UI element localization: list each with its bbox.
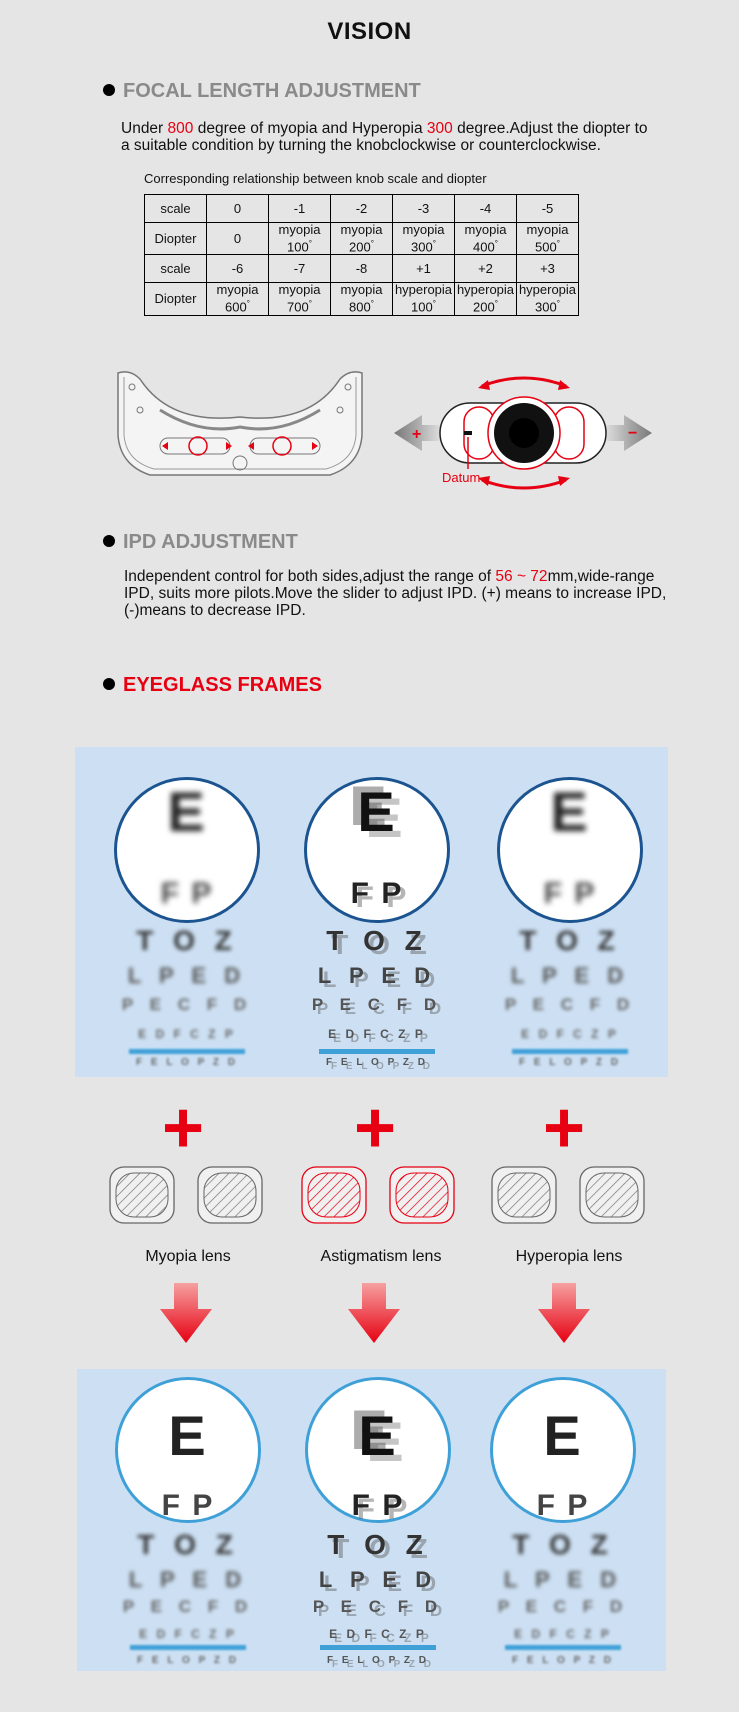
eye-chart-row: T O Z — [137, 1529, 239, 1560]
table-cell: myopia 100° — [269, 223, 331, 255]
corrected-vision-panel — [77, 1369, 666, 1671]
eye-chart-row: L P E D — [128, 1567, 248, 1592]
eye-chart-row: P E C F D — [497, 1597, 629, 1616]
eye-chart-row: F E L O P Z D — [327, 1655, 429, 1666]
myopia-lens-pair — [110, 1167, 262, 1223]
eye-chart-row: P E C F D — [311, 995, 443, 1014]
table-cell: myopia 400° — [455, 223, 517, 255]
eye-chart-row: P E C F D — [504, 995, 636, 1014]
eye-chart-row: E — [358, 1404, 398, 1467]
chart-underline — [129, 1049, 245, 1054]
eye-chart-row: F P — [160, 877, 214, 910]
focal-heading-text: FOCAL LENGTH ADJUSTMENT — [123, 80, 421, 102]
table-cell: -5 — [517, 195, 579, 223]
table-caption: Corresponding relationship between knob scale and diopter — [144, 171, 487, 186]
arrow-down-icon — [160, 1283, 212, 1343]
eyeglass-heading-text: EYEGLASS FRAMES — [123, 674, 322, 696]
table-cell: -4 — [455, 195, 517, 223]
eye-chart-row: E D F C Z P — [139, 1627, 237, 1641]
table-row — [145, 283, 579, 315]
eye-chart-row: E — [543, 1404, 583, 1467]
table-cell: myopia 600° — [207, 283, 269, 315]
table-cell: +1 — [393, 255, 455, 283]
eye-chart-row: T O Z — [512, 1529, 614, 1560]
plus-icon: + — [354, 1088, 397, 1168]
table-cell: myopia 800° — [331, 283, 393, 315]
plus-icon: + — [543, 1088, 586, 1168]
ipd-heading — [103, 531, 298, 554]
table-row-header: Diopter — [145, 283, 207, 315]
eye-chart-row: L P E D — [318, 1567, 438, 1592]
eyeglass-heading — [103, 674, 322, 697]
table-cell: hyperopia 100° — [393, 283, 455, 315]
focal-heading — [103, 80, 421, 103]
arrow-down-icon — [348, 1283, 400, 1343]
table-cell: myopia 500° — [517, 223, 579, 255]
hyperopia-lens-pair — [492, 1167, 644, 1223]
chart-underline — [512, 1049, 628, 1054]
focal-myopia-value: 800 — [167, 120, 194, 137]
plus-icon: + — [162, 1088, 205, 1168]
eye-chart-row: F P — [536, 1489, 590, 1522]
ipd-description — [124, 568, 724, 619]
eye-chart-row: E D F C Z P — [521, 1027, 619, 1041]
focal-text-line2: a suitable condition by turning the knobclockwise or counterclockwise. — [121, 137, 601, 154]
down-arrows — [160, 1283, 590, 1345]
ipd-heading-text: IPD ADJUSTMENT — [123, 531, 298, 553]
bullet-icon — [103, 84, 115, 96]
eye-chart-row: L P E D — [317, 963, 437, 988]
focal-text-3: degree.Adjust the diopter to — [452, 120, 648, 137]
table-cell: +3 — [517, 255, 579, 283]
table-row — [145, 195, 579, 223]
lens-illustrations — [108, 1165, 648, 1229]
chart-underline — [320, 1645, 436, 1650]
ipd-text-line2: IPD, suits more pilots.Move the slider to adjust IPD. (+) means to increase IPD, — [124, 585, 667, 602]
chart-underline — [505, 1645, 621, 1650]
chart-underline — [319, 1049, 435, 1054]
eye-chart-row: F P — [161, 1489, 215, 1522]
astigmatism-lens-label: Astigmatism lens — [320, 1248, 442, 1265]
eye-chart-row: F E L O P Z D — [137, 1655, 239, 1666]
eye-chart-row: E — [357, 780, 397, 843]
goggle-illustration — [110, 365, 370, 485]
table-row — [145, 255, 579, 283]
focal-text-1: Under — [121, 120, 168, 137]
eye-chart-row: F P — [350, 877, 404, 910]
page-title: VISION — [327, 18, 412, 45]
table-cell: -3 — [393, 195, 455, 223]
eye-chart-row: E — [167, 780, 207, 843]
focal-hyperopia-value: 300 — [426, 120, 453, 137]
astigmatism-lens-pair — [302, 1167, 454, 1223]
table-row — [145, 223, 579, 255]
table-cell: -6 — [207, 255, 269, 283]
minus-sign: − — [628, 425, 638, 442]
knob-illustration — [392, 372, 662, 492]
arrow-down-icon — [538, 1283, 590, 1343]
datum-label: Datum — [442, 470, 481, 485]
table-cell: 0 — [207, 223, 269, 255]
eye-chart-row: F E L O P Z D — [136, 1057, 238, 1068]
blurred-vision-panel — [75, 747, 668, 1077]
focal-text-2: degree of myopia and Hyperopia — [193, 120, 427, 137]
ipd-text-1: Independent control for both sides,adjust the range of — [124, 568, 496, 585]
table-cell: -1 — [269, 195, 331, 223]
focal-description — [121, 120, 721, 154]
eye-chart-row: L P E D — [127, 963, 247, 988]
table-row-header: scale — [145, 255, 207, 283]
eye-chart-row: F P — [351, 1489, 405, 1522]
eye-chart-row: E D F C Z P — [329, 1627, 427, 1641]
bullet-icon — [103, 678, 115, 690]
table-cell: myopia 300° — [393, 223, 455, 255]
eye-chart-row: F P — [543, 877, 597, 910]
eye-chart-row: L P E D — [510, 963, 630, 988]
table-row-header: scale — [145, 195, 207, 223]
plus-sign: + — [412, 426, 422, 443]
myopia-lens-label: Myopia lens — [145, 1248, 231, 1265]
eye-chart-row: P E C F D — [121, 995, 253, 1014]
eye-chart-row: F E L O P Z D — [519, 1057, 621, 1068]
eye-chart-row: P E C F D — [122, 1597, 254, 1616]
ipd-text-2: mm,wide-range — [547, 568, 655, 585]
hyperopia-lens-label: Hyperopia lens — [515, 1248, 623, 1265]
knob-scale-table — [144, 194, 579, 316]
ipd-range: 56 ~ 72 — [495, 568, 548, 585]
table-cell: 0 — [207, 195, 269, 223]
table-row-header: Diopter — [145, 223, 207, 255]
eye-chart-row: F E L O P Z D — [512, 1655, 614, 1666]
table-cell: myopia 700° — [269, 283, 331, 315]
chart-underline — [130, 1645, 246, 1650]
eye-chart-row: E D F C Z P — [138, 1027, 236, 1041]
table-cell: -2 — [331, 195, 393, 223]
eye-chart-row: F E L O P Z D — [326, 1057, 428, 1068]
table-cell: +2 — [455, 255, 517, 283]
table-cell: hyperopia 300° — [517, 283, 579, 315]
eye-chart-row: T O Z — [327, 1529, 429, 1560]
table-cell: myopia 200° — [331, 223, 393, 255]
eye-chart-row: T O Z — [326, 925, 428, 956]
eye-chart-row: E — [168, 1404, 208, 1467]
bullet-icon — [103, 535, 115, 547]
eye-chart-row: P E C F D — [312, 1597, 444, 1616]
eye-chart-row: L P E D — [503, 1567, 623, 1592]
eye-chart-row: E D F C Z P — [514, 1627, 612, 1641]
eye-chart-row: T O Z — [519, 925, 621, 956]
eye-chart-row: E — [550, 780, 590, 843]
table-cell: -7 — [269, 255, 331, 283]
ipd-text-line3: (-)means to decrease IPD. — [124, 602, 306, 619]
table-cell: hyperopia 200° — [455, 283, 517, 315]
eye-chart-row: E D F C Z P — [328, 1027, 426, 1041]
table-cell: -8 — [331, 255, 393, 283]
eye-chart-row: T O Z — [136, 925, 238, 956]
